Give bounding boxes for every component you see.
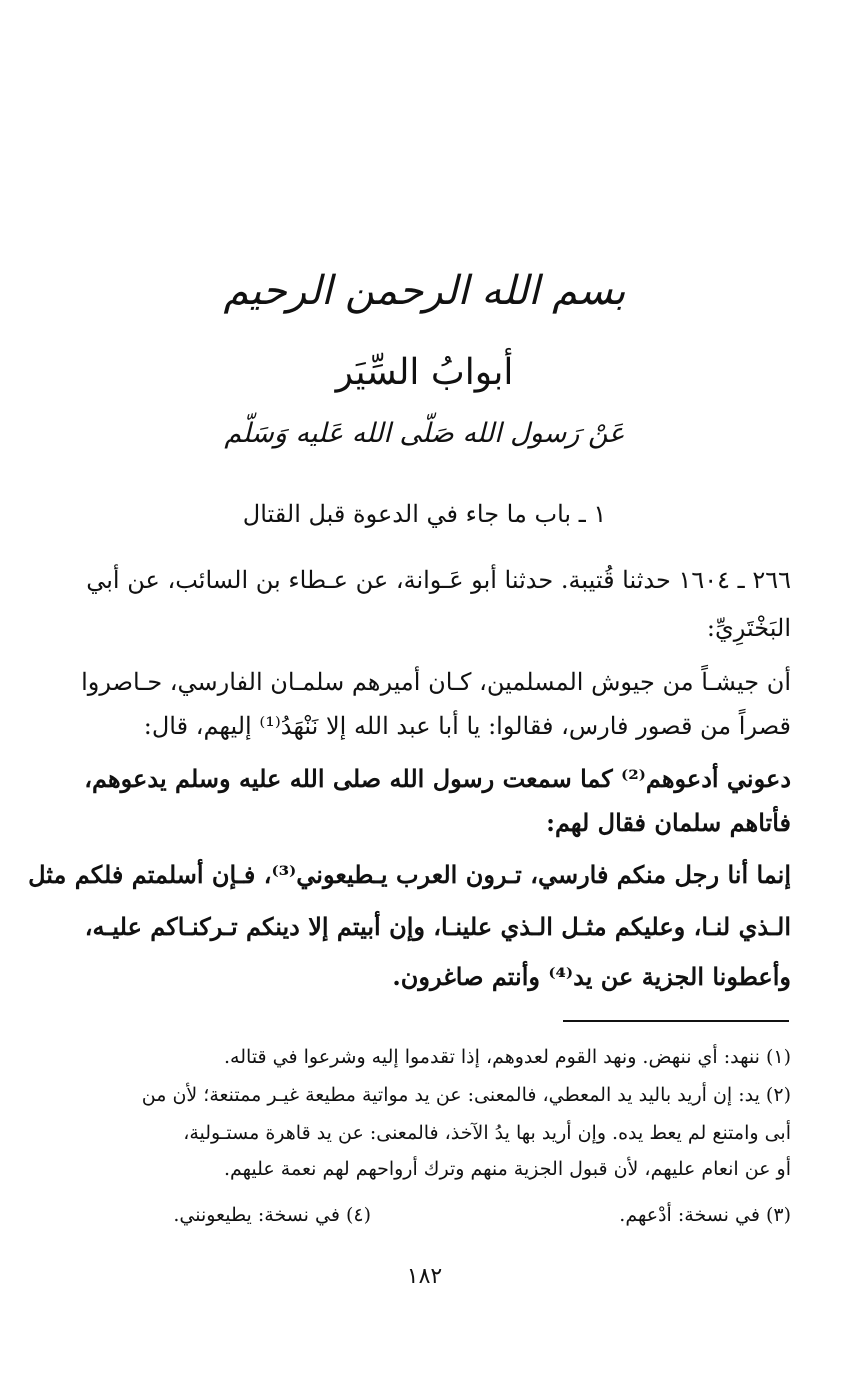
body-line-6: فأتاهم سلمان فقال لهم:	[546, 808, 791, 837]
body-line-2: البَخْتَرِيِّ:	[706, 614, 791, 642]
body-line-3: أن جيشـاً من جيوش المسلمين، كـان أميرهم سلمـان الفارسي، حـاصروا	[81, 668, 791, 696]
footnote-4: (٤) في نسخة: يطيعونني.	[173, 1204, 371, 1226]
body-line-5: دعوني أدعوهم⁽²⁾ كما سمعت رسول الله صلى الله عليه وسلم يدعوهم،	[84, 764, 791, 793]
footnote-divider	[563, 1020, 789, 1022]
body-line-1: ٢٦٦ ـ ١٦٠٤ حدثنا قُتيبة. حدثنا أبو عَـوانة، عن عـطاء بن السائب، عن أبي	[86, 566, 791, 594]
footnote-1: (١) ننهد: أي ننهض. ونهد القوم لعدوهم، إذا تقدموا إليه وشرعوا في قتاله.	[224, 1046, 791, 1068]
footnote-2-line-3: أو عن انعام عليهم، لأن قبول الجزية منهم وترك أرواحهم لهم نعمة عليهم.	[223, 1158, 791, 1180]
footnote-2-line-1: (٢) يد: إن أريد باليد يد المعطي، فالمعنى: عن يد مواتية مطيعة غيـر ممتنعة؛ لأن من	[141, 1084, 791, 1106]
page-number: ١٨٢	[406, 1264, 443, 1289]
body-line-9: وأعطونا الجزية عن يد⁽⁴⁾ وأنتم صاغرون.	[392, 962, 791, 991]
footnote-3: (٣) في نسخة: أدْعهم.	[619, 1204, 791, 1226]
chapter-heading: ١ ـ باب ما جاء في الدعوة قبل القتال	[242, 500, 607, 528]
body-line-7: إنما أنا رجل منكم فارسي، تـرون العرب يـطيعوني⁽³⁾، فـإن أسلمتم فلكم مثل	[28, 860, 791, 889]
body-line-8: الـذي لنـا، وعليكم مثـل الـذي علينـا، وإن أبيتم إلا دينكم تـركنـاكم عليـه،	[84, 912, 791, 941]
section-subtitle: عَنْ رَسول الله صَلّى الله عَليه وَسَلّم	[224, 418, 625, 449]
section-title: أبوابُ السِّيَر	[335, 352, 514, 393]
body-line-4: قصراً من قصور فارس، فقالوا: يا أبا عبد الله إلا نَنْهَدُ⁽¹⁾ إليهم، قال:	[143, 712, 791, 740]
footnote-2-line-2: أبى وامتنع لم يعط يده. وإن أريد بها يدُ الآخذ، فالمعنى: عن يد قاهرة مستـولية،	[183, 1122, 791, 1144]
basmala-heading: بسم الله الرحمن الرحيم	[223, 268, 626, 314]
